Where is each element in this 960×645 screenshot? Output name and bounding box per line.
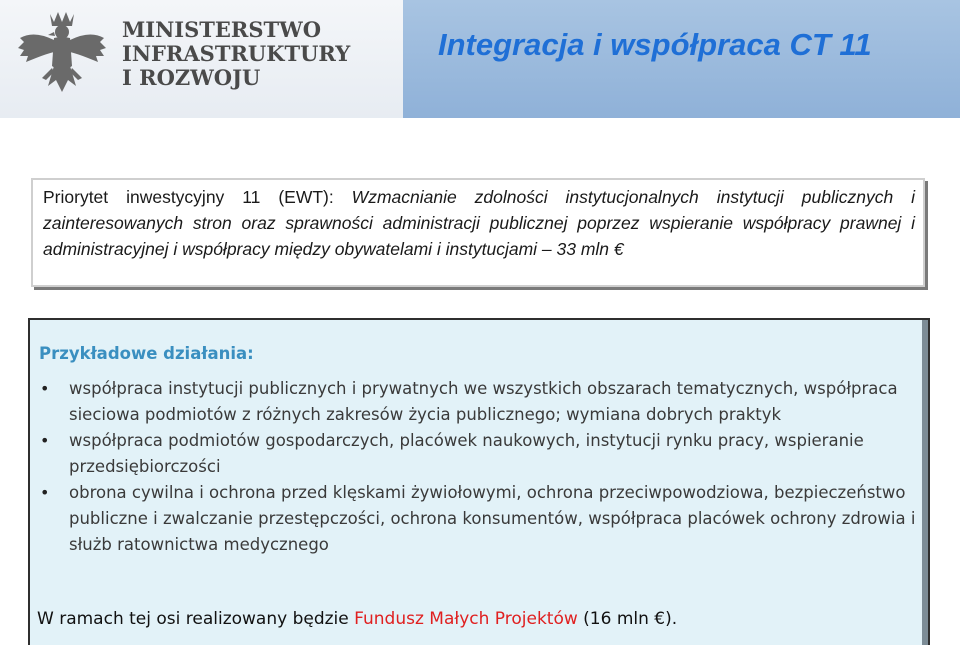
box-shadow-edge — [922, 320, 928, 645]
list-item — [30, 480, 920, 558]
priority-label: Priorytet inwestycyjny 11 (EWT): — [43, 187, 334, 207]
list-item-text: współpraca instytucji publicznych i prywatnych we wszystkich obszarach tematycznych, współpraca sieciowa podmiotów z różnych zakresów życia publicznego; wymiana dobrych praktyk — [69, 379, 898, 424]
examples-list — [30, 376, 920, 558]
fund-note-prefix: W ramach tej osi realizowany będzie — [37, 609, 355, 629]
bullet-icon: • — [40, 431, 50, 450]
ministry-logo-text — [122, 18, 392, 90]
ministry-line-3: I ROZWOJU — [122, 65, 261, 90]
ministry-line-2: INFRASTRUKTURY — [122, 41, 351, 66]
examples-box — [28, 318, 930, 645]
examples-title: Przykładowe działania: — [39, 344, 254, 363]
header — [0, 0, 960, 118]
fund-note — [37, 609, 677, 629]
priority-description: Wzmacnianie zdolności instytucjonalnych instytucji publicznych i zainteresowanych stron oraz sprawności administracji publicznej poprzez wspieranie współpracy prawnej i administracyjnej i współpracy między obywatelami i instytucjami – 33 mln € — [43, 187, 915, 259]
priority-box — [31, 178, 925, 287]
fund-name-highlight: Fundusz Małych Projektów — [354, 609, 578, 629]
slide-title: Integracja i współpraca CT 11 — [438, 27, 872, 62]
polish-eagle-emblem-icon — [14, 8, 106, 100]
list-item — [30, 428, 920, 480]
list-item — [30, 376, 920, 428]
ministry-line-1: MINISTERSTWO — [122, 17, 322, 42]
list-item-text: współpraca podmiotów gospodarczych, placówek naukowych, instytucji rynku pracy, wspieranie przedsiębiorczości — [69, 431, 864, 476]
bullet-icon: • — [40, 379, 50, 398]
list-item-text: obrona cywilna i ochrona przed klęskami żywiołowymi, ochrona przeciwpowodziowa, bezpieczeństwo publiczne i zwalczanie przestępczości, ochrona konsumentów, współpraca placówek ochrony zdrowia i służb ratownictwa medycznego — [69, 483, 916, 554]
priority-text — [43, 184, 915, 262]
bullet-icon: • — [40, 483, 50, 502]
fund-note-suffix: (16 mln €). — [577, 609, 678, 629]
